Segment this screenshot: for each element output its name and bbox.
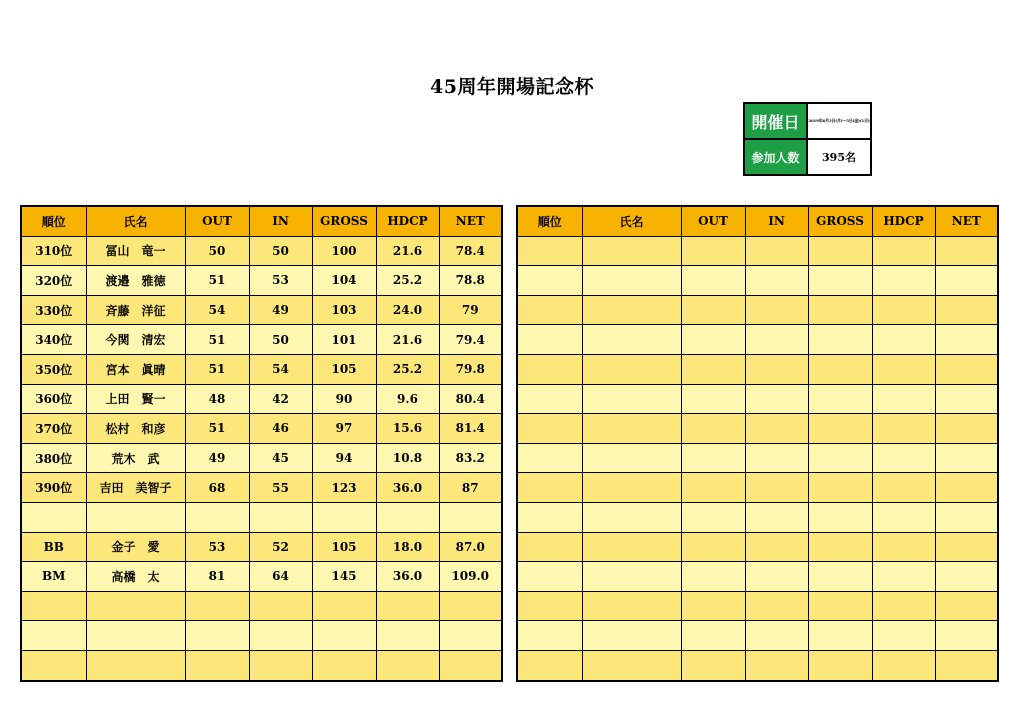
gross-cell: 90 (312, 384, 376, 414)
gross-cell: 97 (312, 414, 376, 444)
name-cell (86, 591, 185, 621)
out-cell: 51 (185, 354, 249, 384)
table-row (21, 621, 502, 651)
participants-value: 395名 (807, 139, 871, 175)
out-cell (681, 650, 745, 680)
rank-cell: 310位 (21, 236, 86, 266)
net-cell (935, 295, 998, 325)
net-cell: 87.0 (439, 532, 502, 562)
in-cell (249, 621, 312, 651)
hdcp-cell: 36.0 (376, 562, 439, 592)
in-cell (249, 650, 312, 680)
hdcp-cell: 36.0 (376, 473, 439, 503)
column-header-out: OUT (185, 206, 249, 236)
name-cell (86, 502, 185, 532)
table-row (517, 591, 998, 621)
table-row (517, 502, 998, 532)
in-cell: 64 (249, 562, 312, 592)
table-row (517, 621, 998, 651)
name-cell: 宮本 眞晴 (86, 354, 185, 384)
in-cell (745, 295, 808, 325)
gross-cell (808, 502, 872, 532)
in-cell (745, 591, 808, 621)
rank-cell (517, 532, 582, 562)
out-cell: 48 (185, 384, 249, 414)
hdcp-cell: 21.6 (376, 325, 439, 355)
date-label: 開催日 (744, 103, 807, 139)
hdcp-cell (872, 650, 935, 680)
name-cell: 渡邉 雅徳 (86, 266, 185, 296)
in-cell (249, 591, 312, 621)
table-row (517, 384, 998, 414)
name-cell (582, 650, 681, 680)
table-row (517, 532, 998, 562)
gross-cell: 145 (312, 562, 376, 592)
hdcp-cell: 9.6 (376, 384, 439, 414)
in-cell (745, 502, 808, 532)
out-cell (185, 621, 249, 651)
net-cell (935, 532, 998, 562)
in-cell (745, 473, 808, 503)
rank-cell (517, 414, 582, 444)
out-cell: 49 (185, 443, 249, 473)
in-cell: 50 (249, 325, 312, 355)
table-row (21, 414, 502, 444)
column-header-rank: 順位 (517, 206, 582, 236)
net-cell (439, 621, 502, 651)
table-row (517, 325, 998, 355)
net-cell (935, 384, 998, 414)
name-cell (582, 562, 681, 592)
table-row (21, 325, 502, 355)
hdcp-cell (872, 236, 935, 266)
gross-cell (808, 562, 872, 592)
out-cell (681, 532, 745, 562)
rank-cell (517, 325, 582, 355)
out-cell (185, 591, 249, 621)
out-cell: 51 (185, 325, 249, 355)
gross-cell (808, 443, 872, 473)
name-cell (582, 384, 681, 414)
page-title: 45周年開場記念杯 (430, 76, 594, 98)
hdcp-cell (872, 354, 935, 384)
table-row (21, 443, 502, 473)
net-cell: 83.2 (439, 443, 502, 473)
name-cell (582, 502, 681, 532)
column-header-rank: 順位 (21, 206, 86, 236)
rank-cell: 390位 (21, 473, 86, 503)
name-cell (582, 443, 681, 473)
rank-cell (21, 650, 86, 680)
table-row (517, 295, 998, 325)
out-cell: 53 (185, 532, 249, 562)
net-cell: 81.4 (439, 414, 502, 444)
table-row (21, 295, 502, 325)
name-cell (582, 295, 681, 325)
gross-cell (808, 414, 872, 444)
net-cell (439, 502, 502, 532)
gross-cell: 105 (312, 354, 376, 384)
gross-cell: 104 (312, 266, 376, 296)
out-cell: 54 (185, 295, 249, 325)
net-cell (935, 591, 998, 621)
rank-cell: 370位 (21, 414, 86, 444)
name-cell (582, 473, 681, 503)
rank-cell (517, 295, 582, 325)
participants-label: 参加人数 (744, 139, 807, 175)
hdcp-cell: 21.6 (376, 236, 439, 266)
table-row (517, 354, 998, 384)
column-header-net: NET (935, 206, 998, 236)
gross-cell: 105 (312, 532, 376, 562)
net-cell (935, 354, 998, 384)
column-header-in: IN (249, 206, 312, 236)
name-cell (86, 621, 185, 651)
column-header-hdcp: HDCP (872, 206, 935, 236)
results-table-right (516, 205, 999, 682)
table-row (517, 414, 998, 444)
out-cell: 81 (185, 562, 249, 592)
out-cell (681, 562, 745, 592)
table-row (517, 473, 998, 503)
rank-cell (517, 621, 582, 651)
rank-cell: 380位 (21, 443, 86, 473)
out-cell (681, 621, 745, 651)
out-cell: 68 (185, 473, 249, 503)
hdcp-cell: 25.2 (376, 266, 439, 296)
gross-cell (312, 502, 376, 532)
column-header-name: 氏名 (86, 206, 185, 236)
name-cell: 松村 和彦 (86, 414, 185, 444)
gross-cell (312, 650, 376, 680)
net-cell (935, 502, 998, 532)
in-cell: 49 (249, 295, 312, 325)
gross-cell: 94 (312, 443, 376, 473)
hdcp-cell (872, 532, 935, 562)
in-cell (745, 325, 808, 355)
name-cell: 吉田 美智子 (86, 473, 185, 503)
net-cell (935, 236, 998, 266)
hdcp-cell (872, 502, 935, 532)
net-cell (935, 562, 998, 592)
hdcp-cell (872, 591, 935, 621)
rank-cell (517, 266, 582, 296)
out-cell (681, 502, 745, 532)
hdcp-cell (376, 621, 439, 651)
name-cell (86, 650, 185, 680)
net-cell (439, 591, 502, 621)
hdcp-cell (872, 414, 935, 444)
name-cell: 金子 愛 (86, 532, 185, 562)
name-cell (582, 591, 681, 621)
table-row (517, 443, 998, 473)
table-row (21, 384, 502, 414)
out-cell (681, 325, 745, 355)
hdcp-cell (872, 384, 935, 414)
gross-cell: 101 (312, 325, 376, 355)
in-cell: 54 (249, 354, 312, 384)
column-header-net: NET (439, 206, 502, 236)
rank-cell (517, 384, 582, 414)
table-row (21, 354, 502, 384)
in-cell: 53 (249, 266, 312, 296)
column-header-gross: GROSS (808, 206, 872, 236)
rank-cell (517, 236, 582, 266)
rank-cell (517, 591, 582, 621)
out-cell (681, 414, 745, 444)
name-cell (582, 532, 681, 562)
in-cell: 45 (249, 443, 312, 473)
name-cell: 斉藤 洋征 (86, 295, 185, 325)
in-cell: 52 (249, 532, 312, 562)
rank-cell (517, 473, 582, 503)
in-cell (249, 502, 312, 532)
net-cell: 87 (439, 473, 502, 503)
hdcp-cell (872, 473, 935, 503)
rank-cell: 320位 (21, 266, 86, 296)
net-cell (935, 650, 998, 680)
rank-cell: 340位 (21, 325, 86, 355)
in-cell (745, 266, 808, 296)
table-row (21, 473, 502, 503)
out-cell (185, 650, 249, 680)
hdcp-cell: 25.2 (376, 354, 439, 384)
net-cell (439, 650, 502, 680)
out-cell (681, 354, 745, 384)
name-cell: 冨山 竜一 (86, 236, 185, 266)
in-cell (745, 414, 808, 444)
hdcp-cell: 18.0 (376, 532, 439, 562)
table-header-row (21, 206, 502, 236)
column-header-gross: GROSS (312, 206, 376, 236)
in-cell (745, 650, 808, 680)
column-header-hdcp: HDCP (376, 206, 439, 236)
out-cell (681, 266, 745, 296)
out-cell (185, 502, 249, 532)
gross-cell: 103 (312, 295, 376, 325)
in-cell (745, 532, 808, 562)
in-cell (745, 443, 808, 473)
gross-cell: 123 (312, 473, 376, 503)
table-row (517, 266, 998, 296)
in-cell (745, 236, 808, 266)
rank-cell (517, 650, 582, 680)
column-header-in: IN (745, 206, 808, 236)
out-cell: 51 (185, 266, 249, 296)
gross-cell (808, 354, 872, 384)
gross-cell (312, 621, 376, 651)
gross-cell (808, 532, 872, 562)
table-row (21, 266, 502, 296)
table-row (21, 562, 502, 592)
hdcp-cell: 15.6 (376, 414, 439, 444)
hdcp-cell: 24.0 (376, 295, 439, 325)
out-cell: 51 (185, 414, 249, 444)
table-row (517, 236, 998, 266)
hdcp-cell (872, 295, 935, 325)
name-cell (582, 266, 681, 296)
rank-cell (517, 502, 582, 532)
in-cell: 50 (249, 236, 312, 266)
out-cell (681, 295, 745, 325)
name-cell (582, 621, 681, 651)
gross-cell: 100 (312, 236, 376, 266)
column-header-name: 氏名 (582, 206, 681, 236)
hdcp-cell (872, 443, 935, 473)
gross-cell (808, 384, 872, 414)
table-row (21, 236, 502, 266)
table-row (21, 502, 502, 532)
table-header-row (517, 206, 998, 236)
in-cell (745, 562, 808, 592)
rank-cell (517, 354, 582, 384)
gross-cell (808, 325, 872, 355)
rank-cell: BM (21, 562, 86, 592)
gross-cell (808, 473, 872, 503)
hdcp-cell (872, 562, 935, 592)
name-cell: 荒木 武 (86, 443, 185, 473)
rank-cell (517, 443, 582, 473)
rank-cell: BB (21, 532, 86, 562)
gross-cell (808, 621, 872, 651)
out-cell (681, 384, 745, 414)
name-cell (582, 236, 681, 266)
net-cell: 80.4 (439, 384, 502, 414)
date-value: 2019年6月3日(月)〜5日(金)(1日) (807, 103, 871, 139)
table-row (21, 532, 502, 562)
hdcp-cell (376, 650, 439, 680)
name-cell: 今関 清宏 (86, 325, 185, 355)
net-cell: 79.4 (439, 325, 502, 355)
gross-cell (808, 650, 872, 680)
name-cell: 上田 賢一 (86, 384, 185, 414)
gross-cell (808, 236, 872, 266)
out-cell (681, 473, 745, 503)
hdcp-cell (872, 325, 935, 355)
gross-cell (312, 591, 376, 621)
hdcp-cell (872, 266, 935, 296)
out-cell (681, 236, 745, 266)
hdcp-cell (376, 591, 439, 621)
hdcp-cell: 10.8 (376, 443, 439, 473)
name-cell (582, 354, 681, 384)
net-cell (935, 443, 998, 473)
table-row (517, 562, 998, 592)
net-cell (935, 621, 998, 651)
hdcp-cell (872, 621, 935, 651)
results-table-left (20, 205, 503, 682)
table-row (21, 650, 502, 680)
in-cell: 46 (249, 414, 312, 444)
net-cell (935, 473, 998, 503)
name-cell (582, 325, 681, 355)
rank-cell: 350位 (21, 354, 86, 384)
net-cell: 78.4 (439, 236, 502, 266)
in-cell: 42 (249, 384, 312, 414)
net-cell: 79.8 (439, 354, 502, 384)
out-cell (681, 591, 745, 621)
in-cell: 55 (249, 473, 312, 503)
table-row (517, 650, 998, 680)
rank-cell: 360位 (21, 384, 86, 414)
rank-cell (517, 562, 582, 592)
table-row (21, 591, 502, 621)
hdcp-cell (376, 502, 439, 532)
net-cell (935, 414, 998, 444)
out-cell: 50 (185, 236, 249, 266)
gross-cell (808, 295, 872, 325)
rank-cell (21, 621, 86, 651)
rank-cell: 330位 (21, 295, 86, 325)
event-info-box (743, 102, 872, 176)
rank-cell (21, 502, 86, 532)
net-cell (935, 266, 998, 296)
net-cell (935, 325, 998, 355)
gross-cell (808, 266, 872, 296)
column-header-out: OUT (681, 206, 745, 236)
name-cell (582, 414, 681, 444)
in-cell (745, 354, 808, 384)
out-cell (681, 443, 745, 473)
net-cell: 109.0 (439, 562, 502, 592)
rank-cell (21, 591, 86, 621)
in-cell (745, 621, 808, 651)
in-cell (745, 384, 808, 414)
net-cell: 79 (439, 295, 502, 325)
name-cell: 高橋 太 (86, 562, 185, 592)
net-cell: 78.8 (439, 266, 502, 296)
gross-cell (808, 591, 872, 621)
